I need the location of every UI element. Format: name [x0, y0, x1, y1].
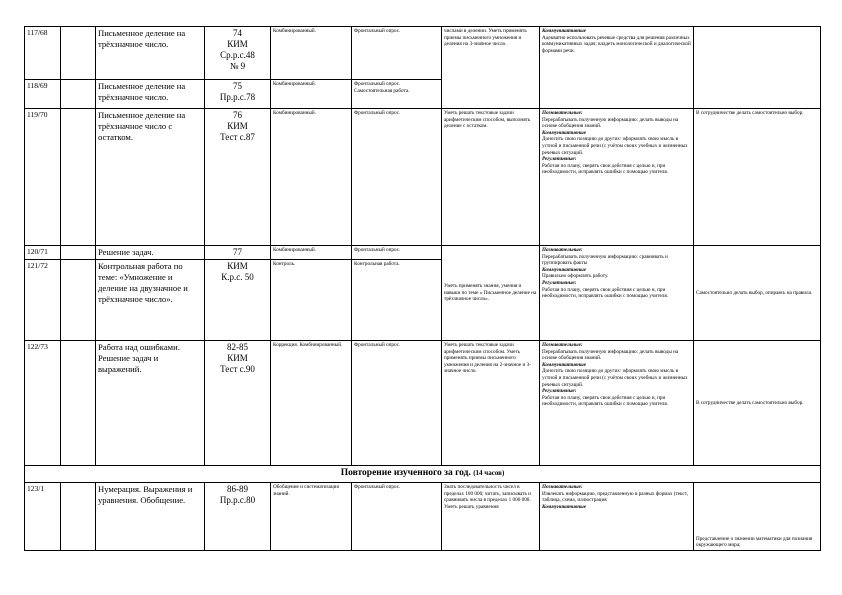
uud-label: Регулятивные:	[542, 388, 577, 395]
book-line: № 9	[229, 61, 246, 71]
lesson-type: Комбинированный.	[271, 246, 352, 260]
control-type: Контрольная работа.	[352, 260, 442, 341]
book-line: КИМ	[227, 121, 248, 131]
uud-cell	[540, 483, 694, 551]
uud-label: Познавательные:	[542, 484, 583, 490]
book-line: 82-85	[227, 342, 248, 352]
empty-cell	[61, 483, 96, 551]
uud-label: Регулятивные:	[542, 279, 577, 286]
textbook-pages	[205, 260, 271, 341]
textbook-pages	[205, 27, 271, 80]
book-line: 86-89	[227, 484, 248, 494]
control-type: Фронтальный опрос.	[352, 341, 442, 466]
lesson-type: Коррекция. Комбинированный.	[271, 341, 352, 466]
book-line: Пр.р.с.78	[219, 92, 256, 102]
section-title	[25, 466, 821, 483]
lesson-topic: Контрольная работа по теме: «Умножение и деление на двузначное и трёхзначное число».	[96, 260, 205, 341]
lesson-type: Комбинированный.	[271, 80, 352, 109]
table-row	[25, 246, 821, 260]
table-row	[25, 27, 821, 80]
activity-cell: Самостоятельно делать выбор, опираясь на правила.	[694, 246, 821, 341]
empty-cell	[61, 109, 96, 246]
book-line: 75	[233, 81, 242, 91]
book-line: 76	[233, 110, 242, 120]
section-row	[25, 466, 821, 483]
empty-cell	[61, 246, 96, 260]
skills-cell: Уметь решать текстовые задачи арифметическим способом. Уметь применять приемы письменного умножения и деления на 2-значное и 3-значное число.	[442, 341, 540, 466]
book-line: КИМ	[227, 39, 248, 49]
table-row	[25, 483, 821, 551]
uud-text: Доносить свою позицию до других: оформлять свою мысль в устной и письменной речи (с учётом своих учебных и жизненных речевых ситуаций.	[542, 136, 688, 156]
lesson-number: 120/71	[25, 246, 61, 260]
activity-cell: В сотрудничестве делать самостоятельно выбор.	[694, 109, 821, 246]
uud-label: Коммуникативные	[542, 129, 587, 136]
uud-text: Перерабатывать полученную информацию: делать выводы на основе обобщения знаний.	[542, 348, 679, 362]
lesson-topic: Письменное деление на трёхзначное число.	[96, 80, 205, 109]
textbook-pages: 77	[205, 246, 271, 260]
lesson-plan-table	[24, 26, 821, 551]
lesson-topic: Письменное деление на трёхзначное число с остатком.	[96, 109, 205, 246]
uud-label: Познавательные:	[542, 110, 583, 116]
uud-label: Коммуникативные	[542, 503, 587, 510]
table-row	[25, 341, 821, 466]
uud-label: Коммуникативные	[542, 28, 587, 34]
control-type: Фронтальный опрос.	[352, 109, 442, 246]
lesson-type: Контроль.	[271, 260, 352, 341]
lesson-number: 121/72	[25, 260, 61, 341]
textbook-pages	[205, 80, 271, 109]
empty-cell	[61, 27, 96, 80]
empty-cell	[61, 260, 96, 341]
lesson-number: 119/70	[25, 109, 61, 246]
skills-cell: Знать последовательность чисел в пределах 100 000; читать, записывать и сравнивать числа в пределах 1 000 000. Уметь решать уравнения	[442, 483, 540, 551]
uud-text: Работая по плану, сверять свои действия с целью и, при необходимости, исправлять ошибки с помощью учителя.	[542, 162, 669, 176]
uud-cell	[540, 246, 694, 341]
uud-label: Регулятивные:	[542, 156, 577, 163]
uud-text: Работая по плану, сверять свои действия с целью и, при необходимости, исправлять ошибки с помощью учителя.	[542, 286, 669, 300]
skills-cell: Уметь решать текстовые задачи арифметическим способом, выполнять деление с остатком.	[442, 109, 540, 246]
book-line: Ср.р.с.48	[220, 50, 255, 60]
uud-text: Адекватно использовать речевые средства для решения различных коммуникативных задач; владеть монологической и диалогической формами речи.	[542, 34, 691, 54]
lesson-topic: Работа над ошибками. Решение задач и выражений.	[96, 341, 205, 466]
lesson-topic: Решение задач.	[96, 246, 205, 260]
book-line: КИМ	[227, 353, 248, 363]
control-type: Фронтальный опрос. Самостоятельная работа.	[352, 80, 442, 109]
uud-text: Правильно оформлять работу.	[542, 273, 609, 280]
lesson-number: 122/73	[25, 341, 61, 466]
book-line: КИМ	[227, 261, 248, 271]
lesson-number: 118/69	[25, 80, 61, 109]
lesson-number: 117/68	[25, 27, 61, 80]
empty-cell	[61, 80, 96, 109]
activity-cell: В сотрудничестве делать самостоятельно выбор.	[694, 341, 821, 466]
book-line: Тест с.87	[220, 132, 255, 142]
lesson-type: Комбинированный.	[271, 109, 352, 246]
empty-cell	[61, 341, 96, 466]
activity-cell	[694, 27, 821, 109]
skills-cell: числами в делении. Уметь применять приемы письменного умножения и деления на 3-значное число.	[442, 27, 540, 109]
section-title-text: Повторение изученного за год.	[340, 468, 471, 478]
uud-cell	[540, 341, 694, 466]
uud-label: Коммуникативные	[542, 361, 587, 368]
lesson-number: 123/1	[25, 483, 61, 551]
lesson-topic: Нумерация. Выражения и уравнения. Обобщение.	[96, 483, 205, 551]
uud-label: Коммуникативные	[542, 266, 587, 273]
book-line: Пр.р.с.80	[219, 495, 256, 505]
skills-cell: Уметь применять знания, умения и навыки по теме « Письменное деление на трёхзначное число».	[442, 246, 540, 341]
uud-text: Перерабатывать полученную информацию: делать выводы на основе обобщения знаний.	[542, 116, 679, 130]
control-type: Фронтальный опрос.	[352, 246, 442, 260]
table-row	[25, 109, 821, 246]
textbook-pages	[205, 483, 271, 551]
uud-text: Извлекать информацию, представленную в разных формах (текст, таблица, схема, иллюстрация	[542, 490, 688, 504]
book-line: 74	[233, 28, 242, 38]
uud-cell	[540, 109, 694, 246]
uud-text: Доносить свою позицию до других: оформлять свою мысль в устной и письменной речи (с учётом своих учебных и жизненных речевых ситуаций.	[542, 368, 688, 388]
uud-label: Познавательные:	[542, 247, 583, 253]
section-hours: (14 часов)	[473, 469, 505, 477]
control-type: Фронтальный опрос.	[352, 27, 442, 80]
uud-text: Перерабатывать полученную информацию: сравнивать и группировать факты	[542, 253, 668, 267]
uud-text: Работая по плану, сверять свои действия с целью и, при необходимости, исправлять ошибки с помощью учителя.	[542, 394, 669, 408]
lesson-topic: Письменное деление на трёхзначное число.	[96, 27, 205, 80]
uud-label: Познавательные:	[542, 342, 583, 348]
uud-cell	[540, 27, 694, 109]
book-line: К.р.с. 50	[221, 272, 254, 282]
lesson-type: Комбинированный.	[271, 27, 352, 80]
lesson-type: Обобщение и систематизация знаний.	[271, 483, 352, 551]
textbook-pages	[205, 341, 271, 466]
control-type: Фронтальный опрос.	[352, 483, 442, 551]
book-line: Тест с.90	[220, 364, 255, 374]
activity-cell: Представление о значении математики для познания окружающего мира;	[694, 483, 821, 551]
textbook-pages	[205, 109, 271, 246]
